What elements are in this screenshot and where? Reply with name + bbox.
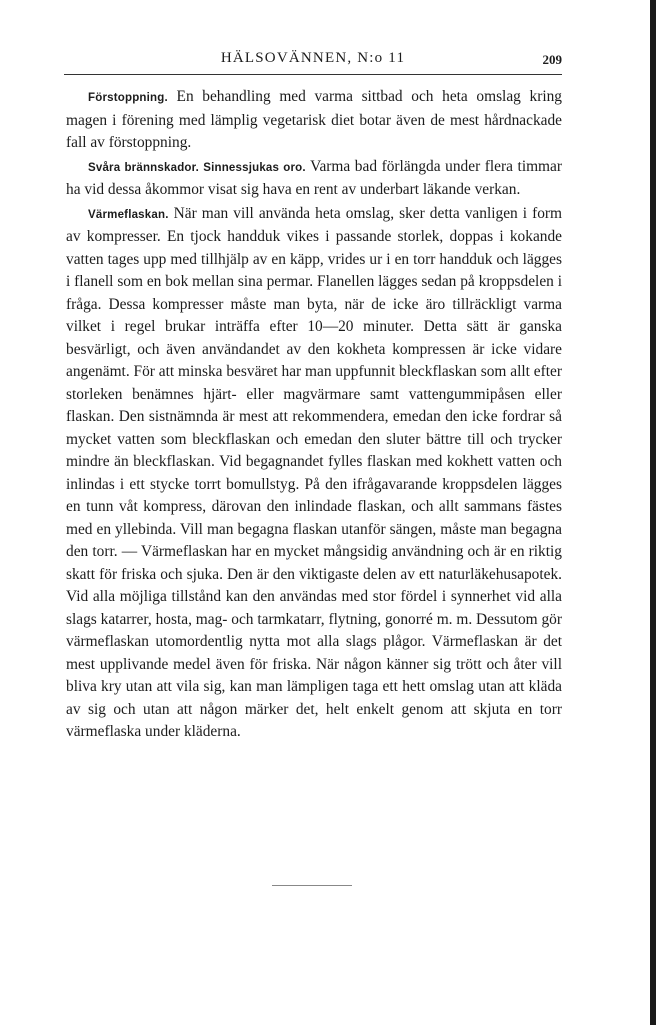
paragraph-text: När man vill använda heta omslag, sker detta vanligen i form av kompresser. En tjock handduk vikes i passande storlek, doppas i kokande vatten tages upp med tillhjälp av en käpp, vrides ur i en torr handduk och lägges i flanell som en bok mellan sina permar. Flanellen lägges sedan på kroppsdelen i fråga. Dessa kompresser måste man byta, när de icke äro tillräckligt varma vilket i regel brukar inträffa efter 10—20 minuter. Detta sätt är ganska besvärligt, och även användandet av den kokheta kompressen är icke vidare angenämt. För att minska besväret har man uppfunnit bleckflaskan som allt efter storleken benämnes hjärt- eller magvärmare samt vattengummipåsen eller flaskan. Den sistnämnda är mest att rekommendera, emedan den icke fordrar så mycket vatten som bleckflaskan och emedan den sluter bättre till och trycker mindre än bleckflaskan. Vid begagnandet fylles flaskan med kokhett vatten och inlindas i ett stycke torrt bomullstyg. På den ifrågavarande kroppsdelen lägges en tunn våt kompress, därovan den inlindade flaskan, och allt sammans fästes med en yllebinda. Vill man begagna flaskan utanför sängen, måste man begagna den torr. — Värmeflaskan har en mycket mångsidig användning och är en riktig skatt för friska och sjuka. Den är den viktigaste delen av ett naturläkehusapotek. Vid alla möjliga tillstånd kan den användas med stor fördel i synnerhet vid alla slags katarrer, hosta, mag- och tarmkatarr, flytning, gonorré m. m. Dessutom gör värmeflaskan utomordentlig nytta mot alla slags plågor. Värmeflaskan är det mest upplivande medel även för friska. När någon känner sig trött och åter vill bliva kry utan att vila sig, kan man lämpligen taga ett hett omslag utan att kläda av sig och utan att någon märker det, helt enkelt genom att skjuta en torr värmeflaska under kläderna. — [66, 204, 562, 740]
paragraph-text: Varma bad förlängda under flera timmar ha vid dessa åkommor visat sig hava en rent av underbart läkande verkan. — [66, 157, 562, 198]
section-heading: Svåra brännskador. Sinnessjukas oro. — [88, 161, 306, 174]
paragraph-varmeflaskan — [66, 203, 562, 744]
running-header — [64, 50, 562, 72]
paragraph-text: En behandling med varma sittbad och heta omslag kring magen i förening med lämplig vegetarisk diet botar även de mest hårdnackade fall av förstoppning. — [66, 88, 562, 151]
article-body — [66, 86, 562, 744]
paragraph-forstoppning — [66, 86, 562, 155]
section-heading: Värmeflaskan. — [88, 208, 169, 221]
running-title: HÄLSOVÄNNEN, N:o 11 — [220, 50, 406, 66]
paragraph-brannskador — [66, 156, 562, 202]
section-heading: Förstoppning. — [88, 92, 168, 104]
end-rule — [272, 885, 352, 886]
header-rule — [64, 74, 562, 75]
page-edge-shadow — [650, 0, 656, 1025]
page-number: 209 — [542, 52, 562, 67]
